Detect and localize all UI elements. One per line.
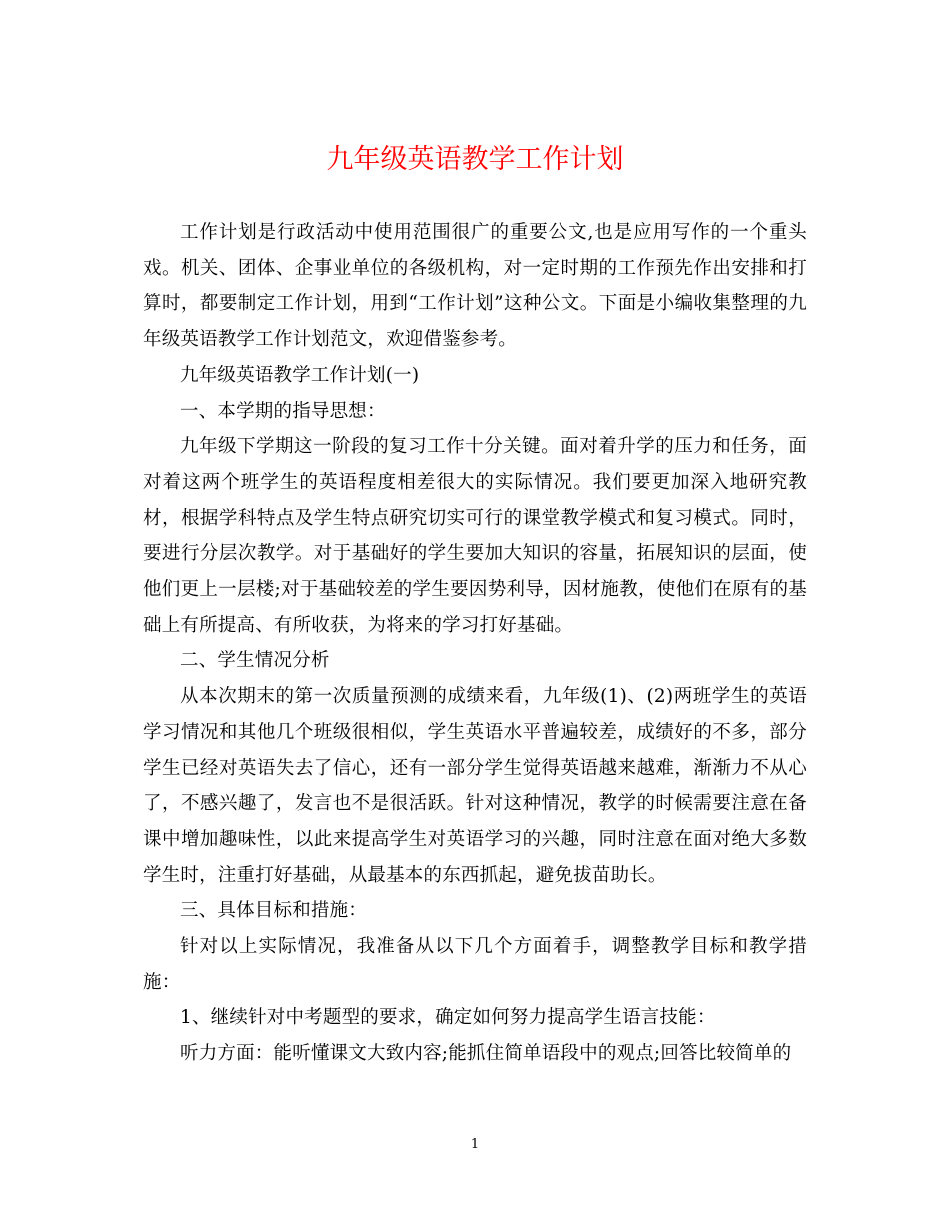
paragraph-line: 施： — [143, 971, 181, 993]
paragraph — [143, 679, 807, 893]
paragraph — [143, 929, 807, 1000]
paragraph-line: 从本次期末的第一次质量预测的成绩来看，九年级(1)、(2)两班学生的英语 — [180, 686, 807, 708]
paragraph-line: 了，不感兴趣了，发言也不是很活跃。针对这种情况，教学的时候需要注意在备 — [143, 793, 807, 815]
paragraph-line: 学生已经对英语失去了信心，还有一部分学生觉得英语越来越难，渐渐力不从心 — [143, 757, 807, 779]
paragraph-line: 工作计划是行政活动中使用范围很广的重要公文,也是应用写作的一个重头 — [180, 222, 807, 243]
document-body — [143, 215, 807, 1072]
paragraph-line: 他们更上一层楼;对于基础较差的学生要因势利导，因材施教，使他们在原有的基 — [143, 579, 807, 601]
paragraph-line: 础上有所提高、有所收获，为将来的学习打好基础。 — [143, 614, 574, 636]
paragraph — [143, 643, 807, 679]
paragraph — [143, 215, 807, 358]
paragraph-line: 戏。机关、团体、企事业单位的各级机构，对一定时期的工作预先作出安排和打 — [143, 257, 807, 279]
page-title: 九年级英语教学工作计划 — [326, 144, 624, 175]
paragraph-line: 材，根据学科特点及学生特点研究切实可行的课堂教学模式和复习模式。同时， — [143, 507, 807, 529]
paragraph-line: 一、本学期的指导思想： — [180, 400, 386, 422]
paragraph-line: 要进行分层次教学。对于基础好的学生要加大知识的容量，拓展知识的层面，使 — [143, 543, 807, 565]
paragraph-line: 对着这两个班学生的英语程度相差很大的实际情况。我们要更加深入地研究教 — [143, 471, 807, 493]
paragraph-line: 年级英语教学工作计划范文，欢迎借鉴参考。 — [143, 329, 518, 351]
paragraph — [143, 394, 807, 430]
paragraph-line: 听力方面：能听懂课文大致内容;能抓住简单语段中的观点;回答比较简单的 — [180, 1043, 792, 1065]
paragraph — [143, 893, 807, 929]
paragraph — [143, 358, 807, 394]
paragraph-line: 学习情况和其他几个班级很相似，学生英语水平普遍较差，成绩好的不多，部分 — [143, 721, 807, 743]
paragraph — [143, 1000, 807, 1036]
paragraph-line: 1、继续针对中考题型的要求，确定如何努力提高学生语言技能： — [180, 1007, 716, 1029]
paragraph-line: 针对以上实际情况，我准备从以下几个方面着手，调整教学目标和教学措 — [180, 936, 807, 958]
paragraph-line: 九年级英语教学工作计划(一) — [180, 364, 420, 386]
paragraph-line: 算时，都要制定工作计划，用到“工作计划”这种公文。下面是小编收集整理的九 — [143, 293, 807, 315]
paragraph-line: 二、学生情况分析 — [180, 650, 330, 672]
paragraph — [143, 429, 807, 643]
page-number: 1 — [470, 1137, 480, 1152]
paragraph — [143, 1036, 807, 1072]
paragraph-line: 九年级下学期这一阶段的复习工作十分关键。面对着升学的压力和任务，面 — [180, 436, 807, 458]
paragraph-line: 学生时，注重打好基础，从最基本的东西抓起，避免拔苗助长。 — [143, 864, 667, 886]
paragraph-line: 课中增加趣味性，以此来提高学生对英语学习的兴趣，同时注意在面对绝大多数 — [143, 828, 807, 850]
paragraph-line: 三、具体目标和措施： — [180, 900, 368, 922]
